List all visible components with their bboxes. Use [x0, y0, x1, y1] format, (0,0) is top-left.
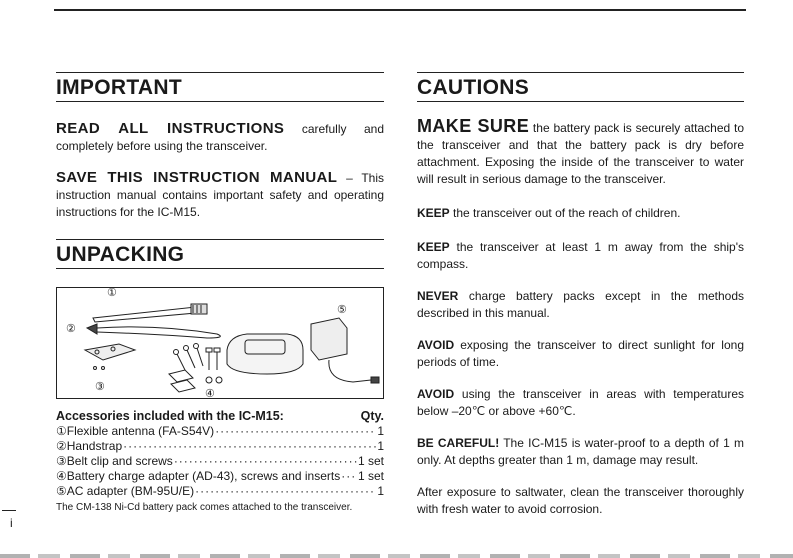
caution-keyword: BE CAREFUL!	[417, 436, 500, 450]
caution-keyword: AVOID	[417, 338, 455, 352]
caution-item	[417, 288, 744, 322]
caution-item	[417, 118, 744, 188]
save-text: – This instruction manual contains important safety and operating instructions for the IC-M15.	[56, 171, 384, 219]
accessories-list	[56, 424, 384, 499]
caution-item	[417, 484, 744, 518]
read-keyword: READ ALL INSTRUCTIONS	[56, 120, 285, 137]
save-manual-paragraph	[56, 169, 384, 221]
callout-1: ①	[107, 287, 117, 299]
battery-footnote: The CM-138 Ni-Cd battery pack comes attached to the transceiver.	[56, 502, 353, 513]
caution-text: After exposure to saltwater, clean the transceiver thoroughly with fresh water to avoid corrosion.	[417, 485, 744, 516]
page-mark	[2, 510, 16, 511]
accessories-header	[56, 408, 384, 424]
item-qty: 1 set	[357, 469, 384, 483]
caution-item	[417, 386, 744, 420]
callout-4: ④	[205, 388, 215, 400]
accessories-illustration	[57, 288, 383, 398]
caution-item	[417, 337, 744, 371]
charger-drawing	[227, 334, 303, 374]
item-qty: 1 set	[357, 454, 384, 468]
caution-item	[417, 435, 744, 469]
caution-text: the transceiver at least 1 m away from the ship's compass.	[417, 240, 744, 271]
caution-item	[417, 205, 744, 222]
callout-3: ③	[95, 381, 105, 393]
save-keyword: SAVE THIS INSTRUCTION MANUAL	[56, 169, 338, 186]
accessories-title: Accessories included with the IC-M15:	[56, 409, 284, 423]
right-column	[417, 72, 744, 518]
item-name: Battery charge adapter (AD-43), screws and inserts	[66, 469, 341, 483]
caution-keyword: AVOID	[417, 387, 455, 401]
item-qty: 1	[377, 439, 384, 453]
item-number: ②	[56, 439, 67, 453]
item-qty: 1	[377, 424, 384, 438]
page-number: i	[10, 516, 13, 530]
caution-text: charge battery packs except in the methods described in this manual.	[417, 289, 744, 320]
ac-adapter-drawing	[311, 318, 379, 383]
left-column	[56, 72, 384, 515]
caution-text: using the transceiver in areas with temperatures below –20℃ or above +60℃.	[417, 387, 744, 418]
belt-clip-drawing	[85, 344, 135, 370]
accessory-item	[56, 454, 384, 469]
handstrap-drawing	[87, 324, 220, 338]
caution-keyword: NEVER	[417, 289, 459, 303]
caution-keyword: KEEP	[417, 240, 450, 254]
unpacking-heading: UNPACKING	[56, 239, 384, 269]
item-qty: 1	[377, 484, 384, 498]
accessories-figure	[56, 287, 384, 399]
caution-keyword: KEEP	[417, 206, 450, 220]
item-name: Belt clip and screws	[66, 454, 173, 468]
cautions-heading: CAUTIONS	[417, 72, 744, 102]
item-name: AC adapter (BM-95U/E)	[66, 484, 195, 498]
read-instructions-paragraph	[56, 120, 384, 155]
caution-text: exposing the transceiver to direct sunlight for long periods of time.	[417, 338, 744, 369]
caution-keyword: MAKE SURE	[417, 116, 530, 136]
caution-text: the battery pack is securely attached to the transceiver and that the battery pack is dry before attachment. Exposing the inside of the transceiver to water will result in serious damage to the transceiver.	[417, 121, 745, 186]
item-number: ④	[56, 469, 67, 483]
item-name: Flexible antenna (FA-S54V)	[66, 424, 215, 438]
screws-drawing	[169, 344, 222, 393]
accessory-item	[56, 424, 384, 439]
item-name: Handstrap	[66, 439, 123, 453]
caution-text: The IC-M15 is water-proof to a depth of 1 m only. At depths greater than 1 m, damage may result.	[417, 436, 744, 467]
scan-strip	[0, 554, 793, 558]
read-text: carefully and completely before using the transceiver.	[56, 122, 384, 153]
accessory-item	[56, 484, 384, 499]
caution-text: the transceiver out of the reach of children.	[449, 206, 681, 220]
top-rule	[54, 9, 746, 11]
item-number: ①	[56, 424, 67, 438]
accessory-item	[56, 439, 384, 454]
item-number: ③	[56, 454, 67, 468]
accessory-item	[56, 469, 384, 484]
callout-2: ②	[66, 323, 76, 335]
antenna-drawing	[93, 304, 207, 322]
item-number: ⑤	[56, 484, 67, 498]
qty-label: Qty.	[360, 409, 384, 423]
important-heading: IMPORTANT	[56, 72, 384, 102]
callout-5: ⑤	[337, 304, 347, 316]
caution-item	[417, 239, 744, 273]
